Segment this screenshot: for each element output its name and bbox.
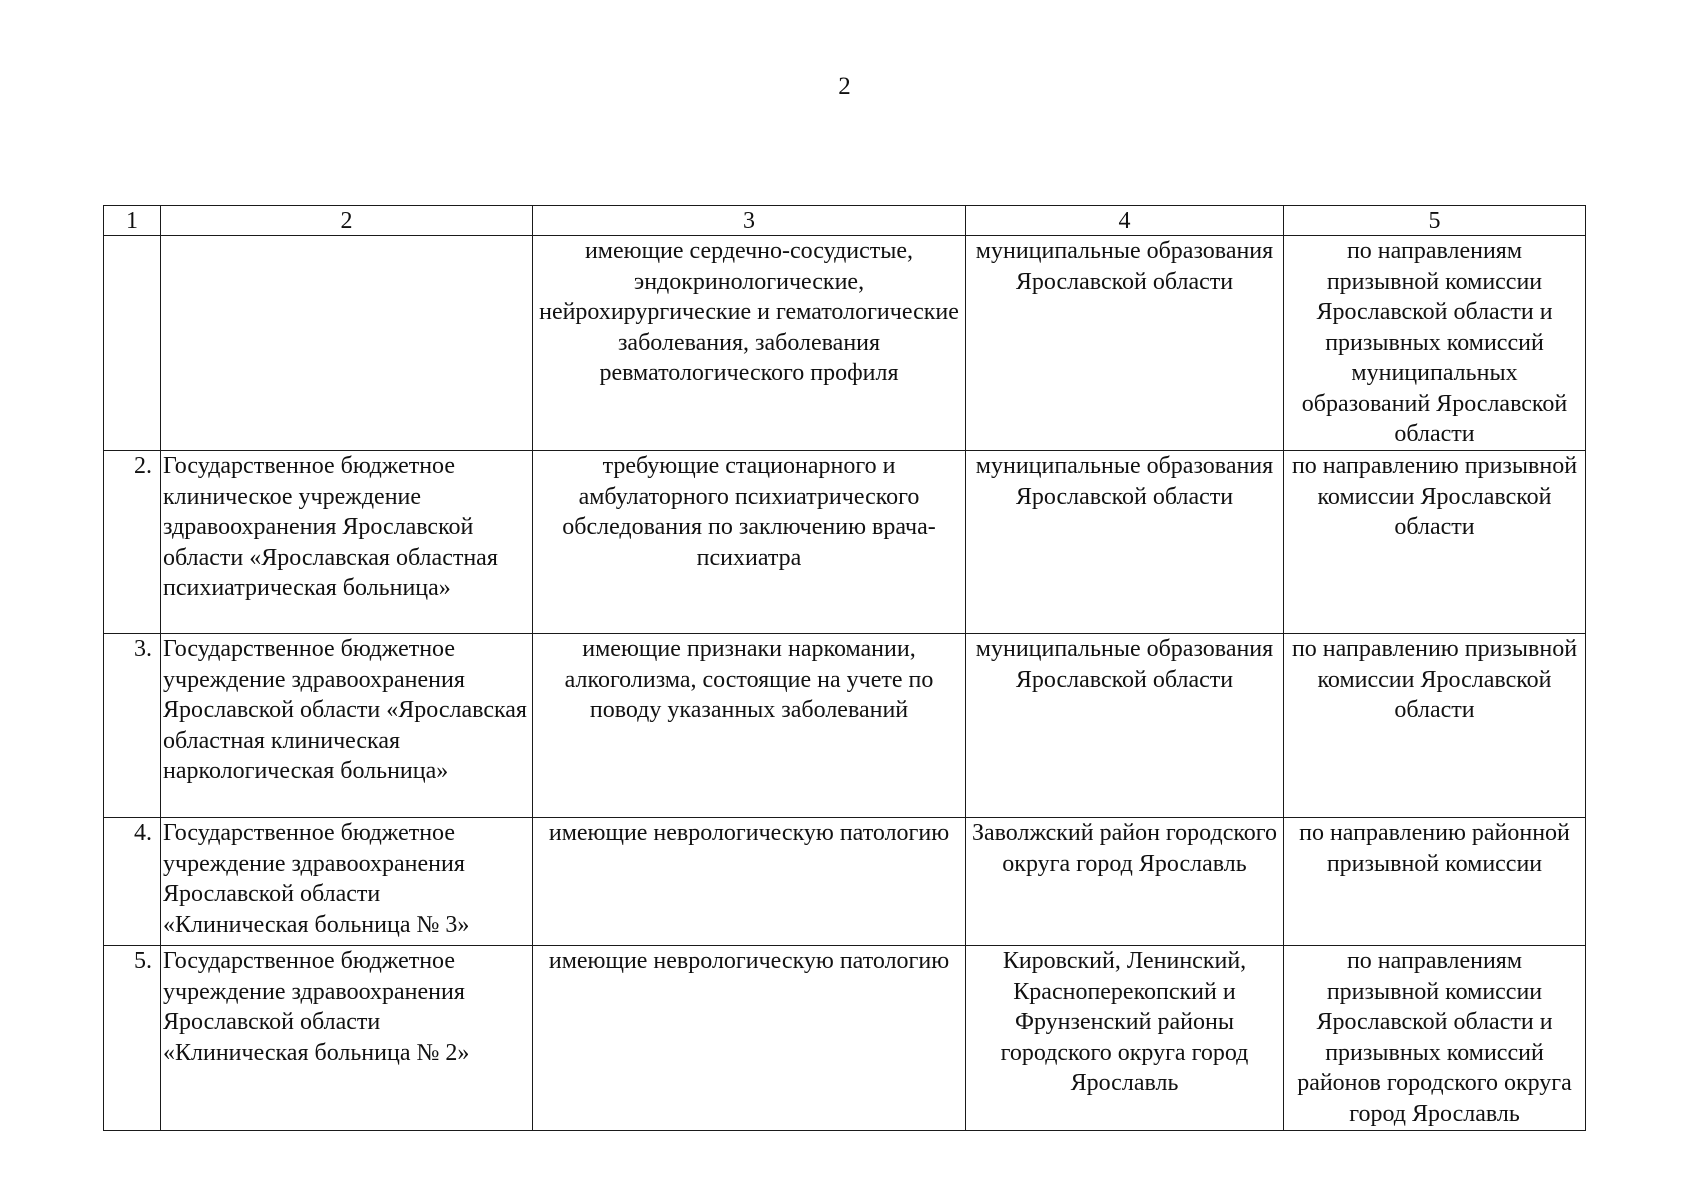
document-table [103,205,1586,1131]
territory-cell: муниципальные образования Ярославской области [966,451,1284,634]
territory-cell: муниципальные образования Ярославской области [966,634,1284,818]
category-cell: имеющие признаки наркомании, алкоголизма, состоящие на учете по поводу указанных заболеваний [533,634,966,818]
organization-cell: Государственное бюджетное клиническое учреждение здравоохранения Ярославской области «Ярославская областная психиатрическая больница» [161,451,533,634]
referral-cell: по направлению призывной комиссии Ярославской области [1284,634,1586,818]
territory-cell: муниципальные образования Ярославской области [966,236,1284,451]
header-col-4: 4 [966,206,1284,236]
category-cell: требующие стационарного и амбулаторного психиатрического обследования по заключению врача-психиатра [533,451,966,634]
territory-cell: Заволжский район городского округа город Ярославль [966,818,1284,946]
organization-cell: Государственное бюджетное учреждение здравоохранения Ярославской области «Ярославская областная клиническая наркологическая больница» [161,634,533,818]
table-row [104,451,1586,634]
territory-cell: Кировский, Ленинский, Красноперекопский и Фрунзенский районы городского округа город Ярославль [966,946,1284,1131]
category-cell: имеющие сердечно-сосудистые, эндокринологические, нейрохирургические и гематологические заболевания, заболевания ревматологического профиля [533,236,966,451]
header-row [104,206,1586,236]
row-number: 2. [104,451,161,634]
table-body [104,236,1586,1131]
row-number: 3. [104,634,161,818]
row-number [104,236,161,451]
referral-cell: по направлениям призывной комиссии Ярославской области и призывных комиссий районов городского округа город Ярославль [1284,946,1586,1131]
row-number: 4. [104,818,161,946]
header-col-1: 1 [104,206,161,236]
table-row [104,946,1586,1131]
table-header [104,206,1586,236]
category-cell: имеющие неврологическую патологию [533,946,966,1131]
header-col-5: 5 [1284,206,1586,236]
page-number: 2 [838,73,851,100]
referral-cell: по направлениям призывной комиссии Ярославской области и призывных комиссий муниципальных образований Ярославской области [1284,236,1586,451]
header-col-3: 3 [533,206,966,236]
table-row [104,634,1586,818]
row-number: 5. [104,946,161,1131]
table-row [104,236,1586,451]
header-col-2: 2 [161,206,533,236]
referral-cell: по направлению призывной комиссии Ярославской области [1284,451,1586,634]
organization-cell: Государственное бюджетное учреждение здравоохранения Ярославской области «Клиническая больница № 2» [161,946,533,1131]
organization-cell: Государственное бюджетное учреждение здравоохранения Ярославской области «Клиническая больница № 3» [161,818,533,946]
organization-cell [161,236,533,451]
category-cell: имеющие неврологическую патологию [533,818,966,946]
referral-cell: по направлению районной призывной комиссии [1284,818,1586,946]
table-row [104,818,1586,946]
